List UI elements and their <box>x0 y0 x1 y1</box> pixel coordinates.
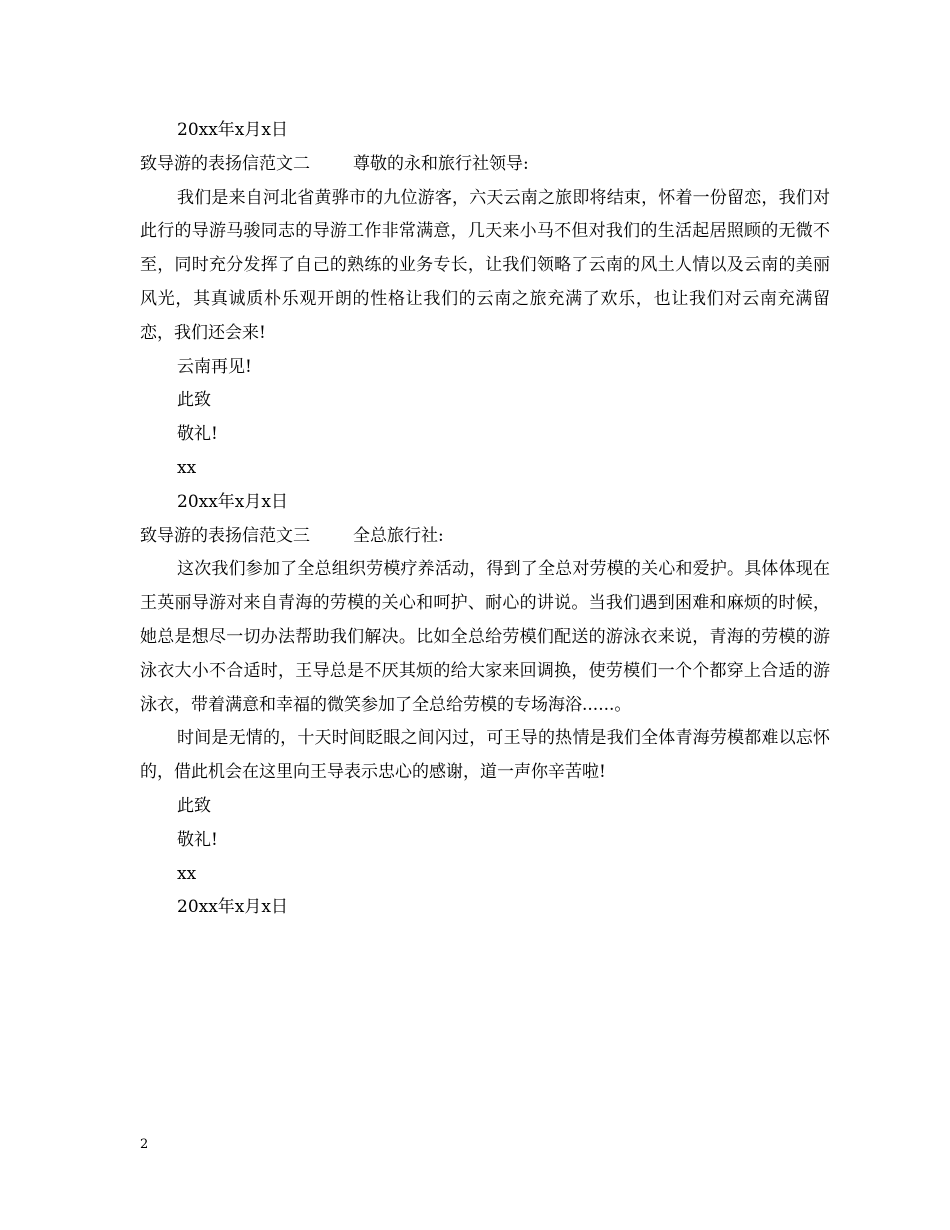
letter3-closing-2: 敬礼! <box>177 829 218 850</box>
letter2-salutation: 尊敬的永和旅行社领导: <box>353 153 529 174</box>
letter2-farewell: 云南再见! <box>177 356 252 377</box>
letter3-date: 20xx年x月x日 <box>177 897 288 918</box>
letter3-signature: xx <box>177 863 197 884</box>
page-number: 2 <box>140 1137 149 1152</box>
letter2-closing-1: 此致 <box>177 390 211 411</box>
letter3-title: 致导游的表扬信范文三 <box>140 525 310 546</box>
letter3-body-2: 时间是无情的，十天时间眨眼之间闪过，可王导的热情是我们全体青海劳模都难以忘怀的，借此机会在这里向王导表示忠心的感谢，道一声你辛苦啦! <box>140 728 830 783</box>
letter3-salutation: 全总旅行社: <box>353 525 444 546</box>
letter2-heading <box>140 148 830 182</box>
letter3-closing-1: 此致 <box>177 795 211 816</box>
letter2-closing-2: 敬礼! <box>177 424 218 445</box>
letter3-heading <box>140 520 830 554</box>
letter2-body: 我们是来自河北省黄骅市的九位游客，六天云南之旅即将结束，怀着一份留恋，我们对此行的导游马骏同志的导游工作非常满意，几天来小马不但对我们的生活起居照顾的无微不至，同时充分发挥了自己的熟练的业务专长，让我们领略了云南的风土人情以及云南的美丽风光，其真诚质朴乐观开朗的性格让我们的云南之旅充满了欢乐，也让我们对云南充满留恋，我们还会来! <box>140 187 830 343</box>
letter2-date: 20xx年x月x日 <box>177 491 288 512</box>
letter2-title: 致导游的表扬信范文二 <box>140 153 310 174</box>
letter1-date: 20xx年x月x日 <box>177 120 288 140</box>
letter2-signature: xx <box>177 457 197 478</box>
document-content <box>140 114 830 925</box>
letter3-body-1: 这次我们参加了全总组织劳模疗养活动，得到了全总对劳模的关心和爱护。具体体现在王英丽导游对来自青海的劳模的关心和呵护、耐心的讲说。当我们遇到困难和麻烦的时候，她总是想尽一切办法帮助我们解决。比如全总给劳模们配送的游泳衣来说，青海的劳模的游泳衣大小不合适时，王导总是不厌其烦的给大家来回调换，使劳模们一个个都穿上合适的游泳衣，带着满意和幸福的微笑参加了全总给劳模的专场海浴......。 <box>140 559 830 715</box>
